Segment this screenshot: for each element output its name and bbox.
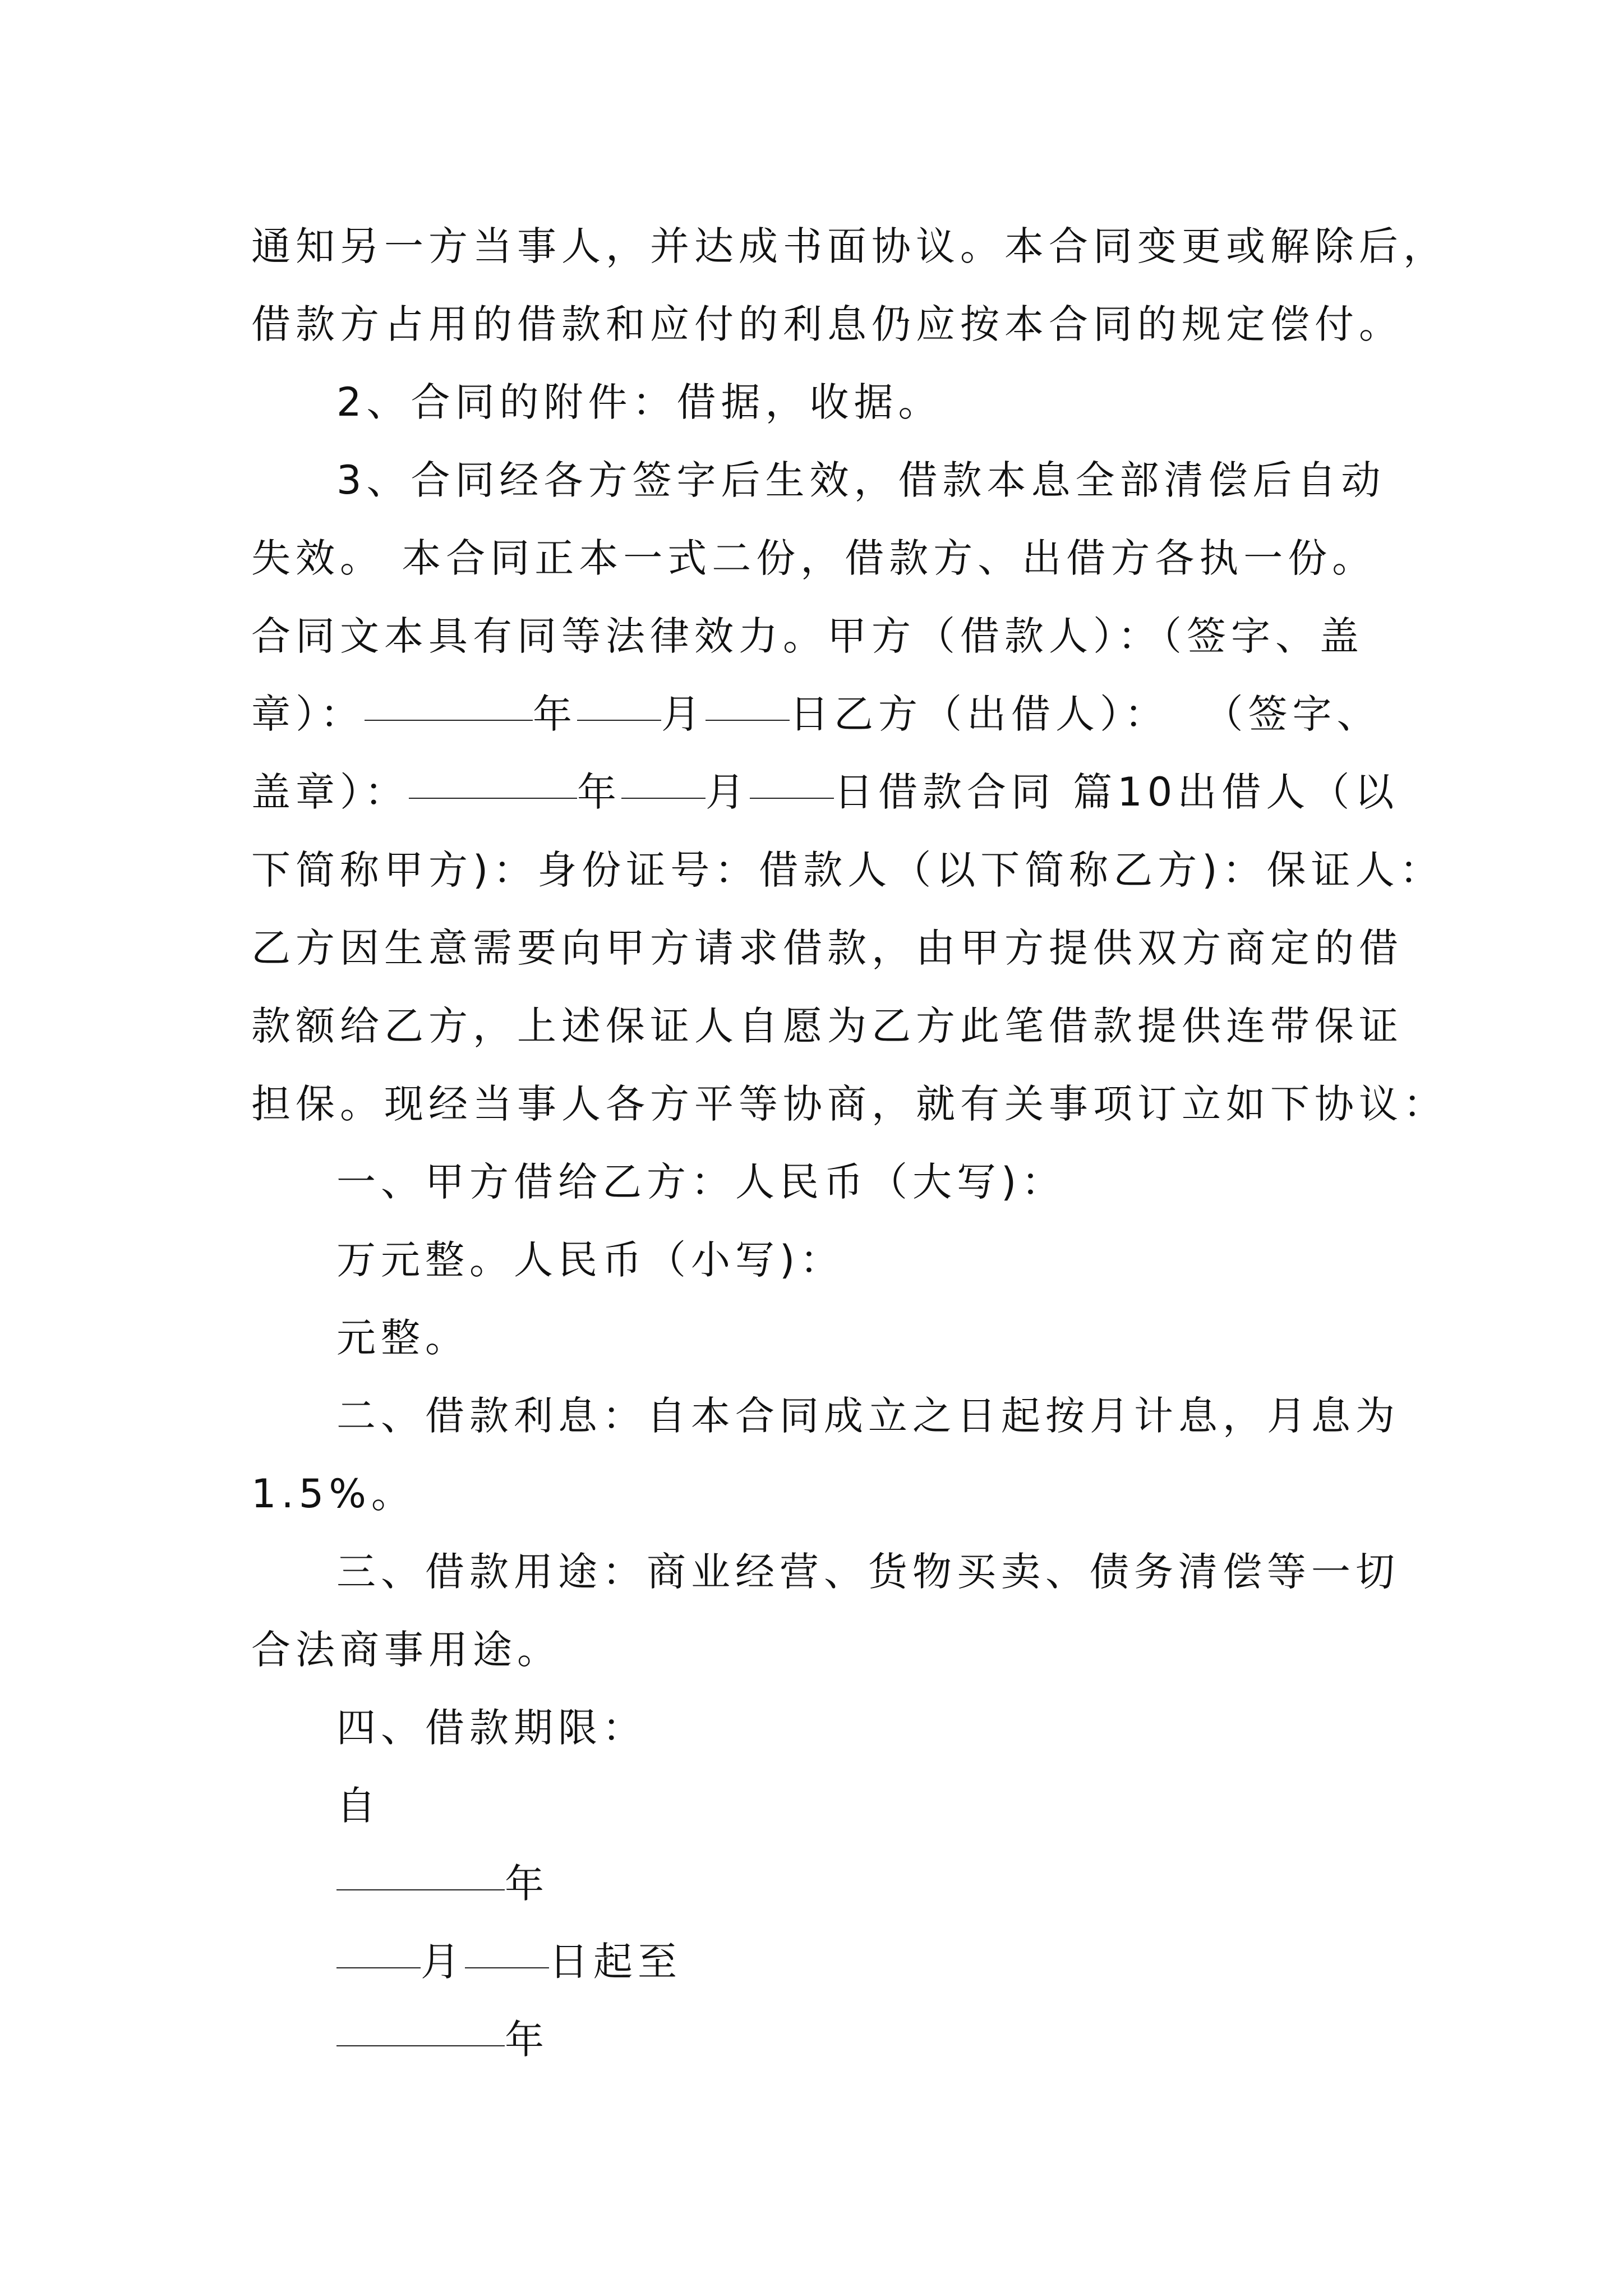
text-line xyxy=(251,1923,1390,2001)
text-segment: 年 xyxy=(577,769,621,815)
text-segment: 年 xyxy=(505,1861,549,1907)
text-segment: 款额给乙方，上述保证人自愿为乙方此笔借款提供连带保证 xyxy=(251,1003,1403,1049)
text-line xyxy=(251,987,1403,1065)
text-line xyxy=(251,286,1403,364)
text-segment: 二、借款利息：自本合同成立之日起按月计息，月息为 xyxy=(336,1393,1400,1439)
fill-in-blank xyxy=(577,691,661,721)
text-line xyxy=(251,1299,1390,1377)
text-line xyxy=(251,1455,1390,1533)
text-segment: 借款方占用的借款和应付的利息仍应按本合同的规定偿付。 xyxy=(251,301,1403,347)
text-segment: 四、借款期限： xyxy=(336,1705,647,1751)
text-line xyxy=(251,1611,1390,1689)
text-line xyxy=(251,519,1390,597)
text-segment: 月 xyxy=(706,769,750,815)
text-segment: 月 xyxy=(661,691,706,737)
text-segment: 章）： xyxy=(251,691,365,737)
fill-in-blank xyxy=(465,1938,549,1968)
text-segment: 元整。 xyxy=(336,1315,469,1361)
text-line xyxy=(251,1065,1447,1143)
text-segment: 下简称甲方)：身份证号：借款人（以下简称乙方)：保证人： xyxy=(251,847,1444,893)
text-segment: 三、借款用途：商业经营、货物买卖、债务清偿等一切 xyxy=(336,1549,1400,1595)
fill-in-blank xyxy=(750,769,834,799)
text-segment: 2、合同的附件：借据，收据。 xyxy=(336,379,943,425)
text-line xyxy=(251,1143,1390,1221)
text-segment: 通知另一方当事人，并达成书面协议。本合同变更或解除后， xyxy=(251,223,1447,269)
text-segment: 3、合同经各方签字后生效，借款本息全部清偿后自动 xyxy=(336,457,1386,503)
fill-in-blank xyxy=(409,769,577,799)
text-segment: 一、甲方借给乙方：人民币（大写)： xyxy=(336,1159,1066,1205)
text-line xyxy=(251,1689,1390,1767)
text-segment: 万元整。人民币（小写)： xyxy=(336,1237,845,1283)
text-line xyxy=(251,441,1390,519)
fill-in-blank xyxy=(621,769,706,799)
text-segment: 日乙方（出借人）： （签字、 xyxy=(790,691,1381,737)
text-line xyxy=(251,1533,1400,1611)
text-segment: 日起至 xyxy=(549,1939,682,1985)
text-line xyxy=(251,1221,1390,1299)
fill-in-blank xyxy=(336,1860,505,1890)
text-segment: 年 xyxy=(533,691,577,737)
fill-in-blank xyxy=(336,2016,505,2046)
text-segment: 合同文本具有同等法律效力。甲方（借款人）：（签字、盖 xyxy=(251,613,1364,659)
text-segment: 盖章）： xyxy=(251,769,409,815)
text-segment: 失效。 本合同正本一式二份，借款方、出借方各执一份。 xyxy=(251,535,1377,581)
text-segment: 自 xyxy=(336,1783,381,1829)
document-body xyxy=(251,208,1447,2079)
fill-in-blank xyxy=(365,691,533,721)
text-line xyxy=(251,909,1403,987)
text-segment: 乙方因生意需要向甲方请求借款，由甲方提供双方商定的借 xyxy=(251,925,1403,971)
text-line xyxy=(251,597,1390,675)
text-segment: 年 xyxy=(505,2017,549,2063)
text-segment: 月 xyxy=(421,1939,465,1985)
text-line xyxy=(251,1377,1400,1455)
text-segment: 1.5%。 xyxy=(251,1471,416,1517)
fill-in-blank xyxy=(706,691,790,721)
text-line xyxy=(251,753,1399,831)
text-segment: 合法商事用途。 xyxy=(251,1627,561,1673)
fill-in-blank xyxy=(336,1938,421,1968)
text-segment: 日借款合同 篇10出借人（以 xyxy=(834,769,1399,815)
text-line xyxy=(251,208,1447,286)
text-line xyxy=(251,1845,1390,1923)
text-line xyxy=(251,364,1390,441)
text-segment: 担保。现经当事人各方平等协商，就有关事项订立如下协议： xyxy=(251,1081,1447,1127)
text-line xyxy=(251,2001,1390,2079)
text-line xyxy=(251,1767,1390,1845)
text-line xyxy=(251,675,1390,753)
text-line xyxy=(251,831,1444,909)
